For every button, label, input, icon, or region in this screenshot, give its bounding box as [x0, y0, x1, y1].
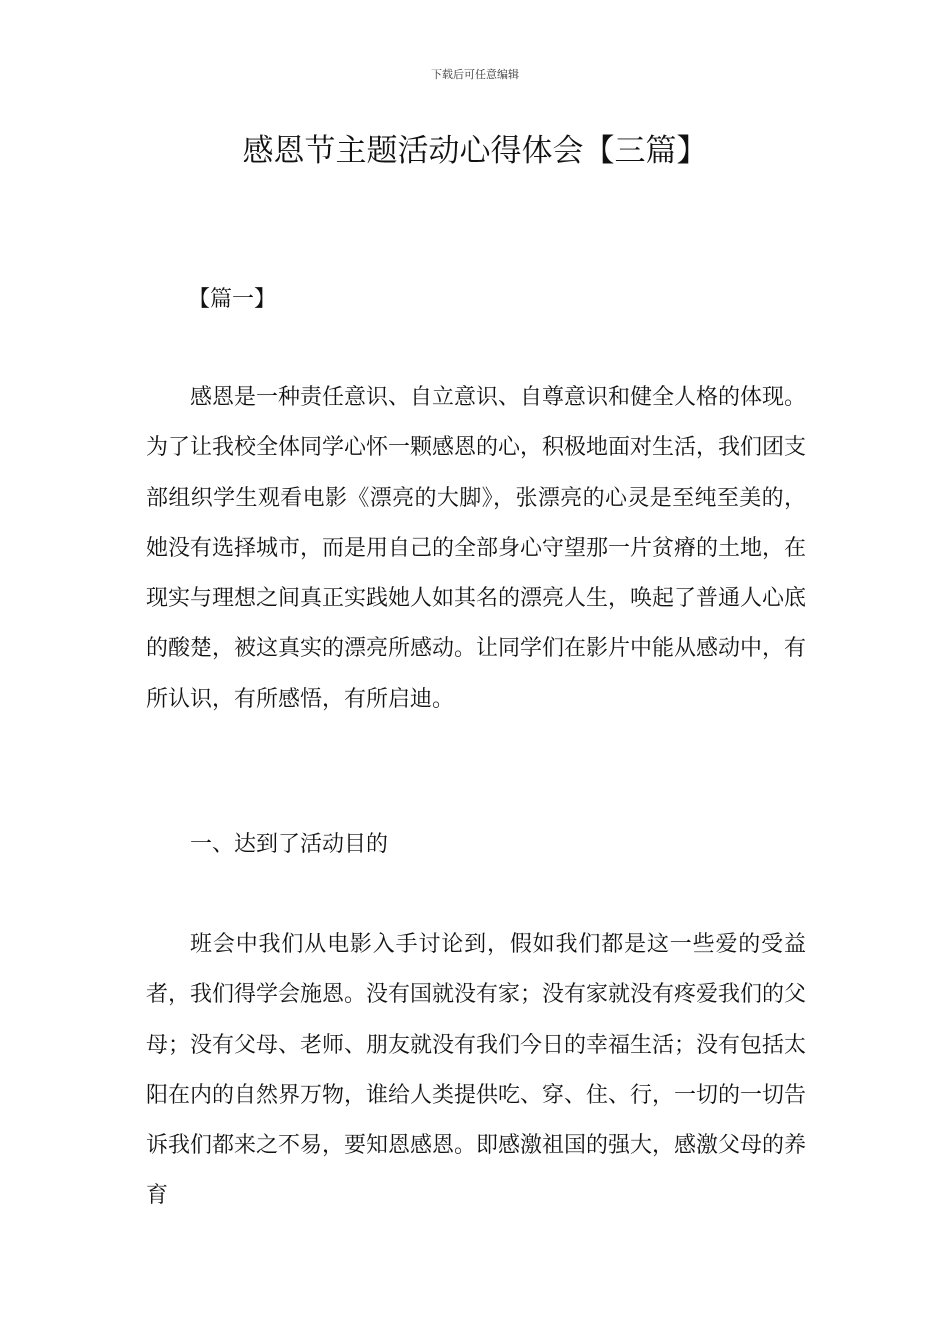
- section-label: 【篇一】: [188, 287, 277, 312]
- document-title: 感恩节主题活动心得体会【三篇】: [242, 133, 708, 169]
- header-note: 下载后可任意编辑: [431, 68, 519, 81]
- section-heading: 一、达到了活动目的: [190, 832, 389, 857]
- paragraph-body: 班会中我们从电影入手讨论到，假如我们都是这一些爱的受益者，我们得学会施恩。没有国就没有家；没有家就没有疼爱我们的父母；没有父母、老师、朋友就没有我们今日的幸福生活；没有包括太阳在内的自然界万物，谁给人类提供吃、穿、住、行，一切的一切告诉我们都来之不易，要知恩感恩。即感激祖国的强大，感激父母的养育: [146, 932, 807, 1209]
- paragraph-intro: 感恩是一种责任意识、自立意识、自尊意识和健全人格的体现。为了让我校全体同学心怀一颗感恩的心，积极地面对生活，我们团支部组织学生观看电影《漂亮的大脚》，张漂亮的心灵是至纯至美的，她没有选择城市，而是用自己的全部身心守望那一片贫瘠的土地，在现实与理想之间真正实践她人如其名的漂亮人生，唤起了普通人心底的酸楚，被这真实的漂亮所感动。让同学们在影片中能从感动中，有所认识，有所感悟，有所启迪。: [146, 385, 807, 712]
